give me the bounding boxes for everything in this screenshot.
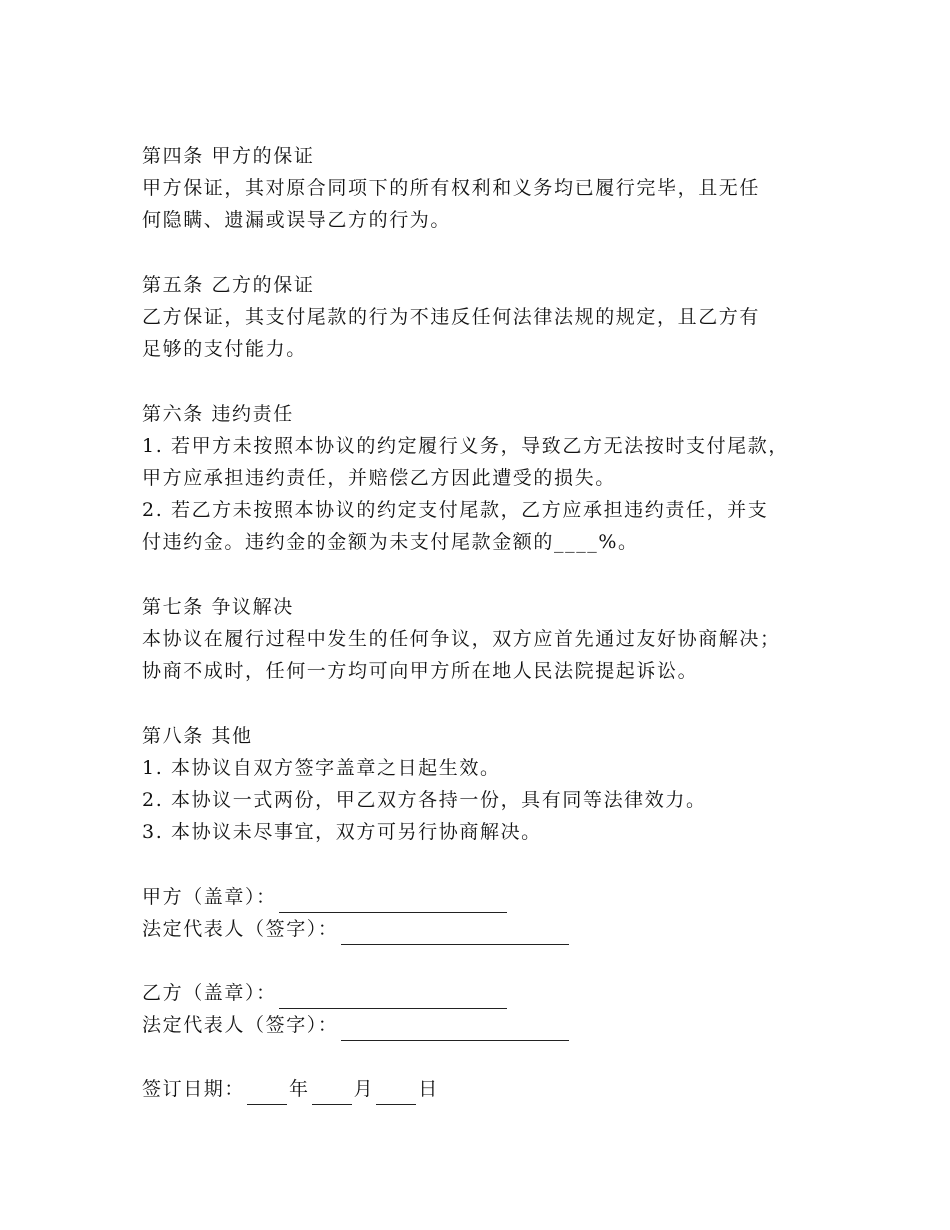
paragraph-spacer (142, 848, 832, 881)
article-8-line: 2. 本协议一式两份，甲乙双方各持一份，具有同等法律效力。 (142, 789, 707, 811)
document-body (142, 140, 832, 1105)
party-a-seal-row (142, 881, 832, 913)
year-blank (247, 1080, 287, 1105)
paragraph-spacer (142, 687, 832, 720)
signing-date-label: 签订日期： (142, 1078, 246, 1100)
party-b-rep-blank (341, 1016, 569, 1041)
year-label: 年 (289, 1078, 310, 1100)
party-b-rep-label: 法定代表人（签字）： (142, 1014, 339, 1036)
party-b-rep-row (142, 1009, 832, 1041)
party-a-rep-blank (341, 920, 569, 945)
paragraph-spacer (142, 558, 832, 591)
article-5-line: 乙方保证，其支付尾款的行为不违反任何法律法规的规定，且乙方有 (142, 306, 761, 328)
article-5-heading: 第五条 乙方的保证 (142, 274, 315, 296)
article-4-heading: 第四条 甲方的保证 (142, 145, 315, 167)
article-7-heading: 第七条 争议解决 (142, 596, 294, 618)
article-7-line: 本协议在履行过程中发生的任何争议，双方应首先通过友好协商解决； (142, 628, 781, 650)
party-a-seal-label: 甲方（盖章）： (142, 886, 277, 908)
paragraph-spacer (142, 236, 832, 269)
article-6-heading: 第六条 违约责任 (142, 403, 294, 425)
signing-date-row (142, 1073, 832, 1105)
day-label: 日 (418, 1078, 439, 1100)
party-a-seal-blank (279, 888, 507, 913)
paragraph-spacer (142, 1041, 832, 1073)
article-8-line: 3. 本协议未尽事宜，双方可另行协商解决。 (142, 821, 542, 843)
party-b-seal-label: 乙方（盖章）： (142, 982, 277, 1004)
month-blank (312, 1080, 352, 1105)
month-label: 月 (353, 1078, 375, 1100)
paragraph-spacer (142, 945, 832, 977)
article-6-line: 2. 若乙方未按照本协议的约定支付尾款，乙方应承担违约责任，并支 (142, 499, 769, 521)
party-b-seal-row (142, 977, 832, 1009)
article-5-line: 足够的支付能力。 (142, 338, 307, 360)
article-6-line: 付违约金。违约金的金额为未支付尾款金额的____%。 (142, 531, 639, 553)
article-4-line: 何隐瞒、遗漏或误导乙方的行为。 (142, 209, 452, 231)
party-a-rep-label: 法定代表人（签字）： (142, 918, 339, 940)
article-6-line: 1. 若甲方未按照本协议的约定履行义务，导致乙方无法按时支付尾款， (142, 435, 789, 457)
party-b-seal-blank (279, 984, 507, 1009)
day-blank (376, 1080, 416, 1105)
article-8-line: 1. 本协议自双方签字盖章之日起生效。 (142, 757, 501, 779)
article-6-line: 甲方应承担违约责任，并赔偿乙方因此遭受的损失。 (142, 467, 616, 489)
paragraph-spacer (142, 365, 832, 398)
article-4-line: 甲方保证，其对原合同项下的所有权利和义务均已履行完毕，且无任 (142, 177, 761, 199)
article-8-heading: 第八条 其他 (142, 725, 253, 747)
party-a-rep-row (142, 913, 832, 945)
article-7-line: 协商不成时，任何一方均可向甲方所在地人民法院提起诉讼。 (142, 660, 699, 682)
